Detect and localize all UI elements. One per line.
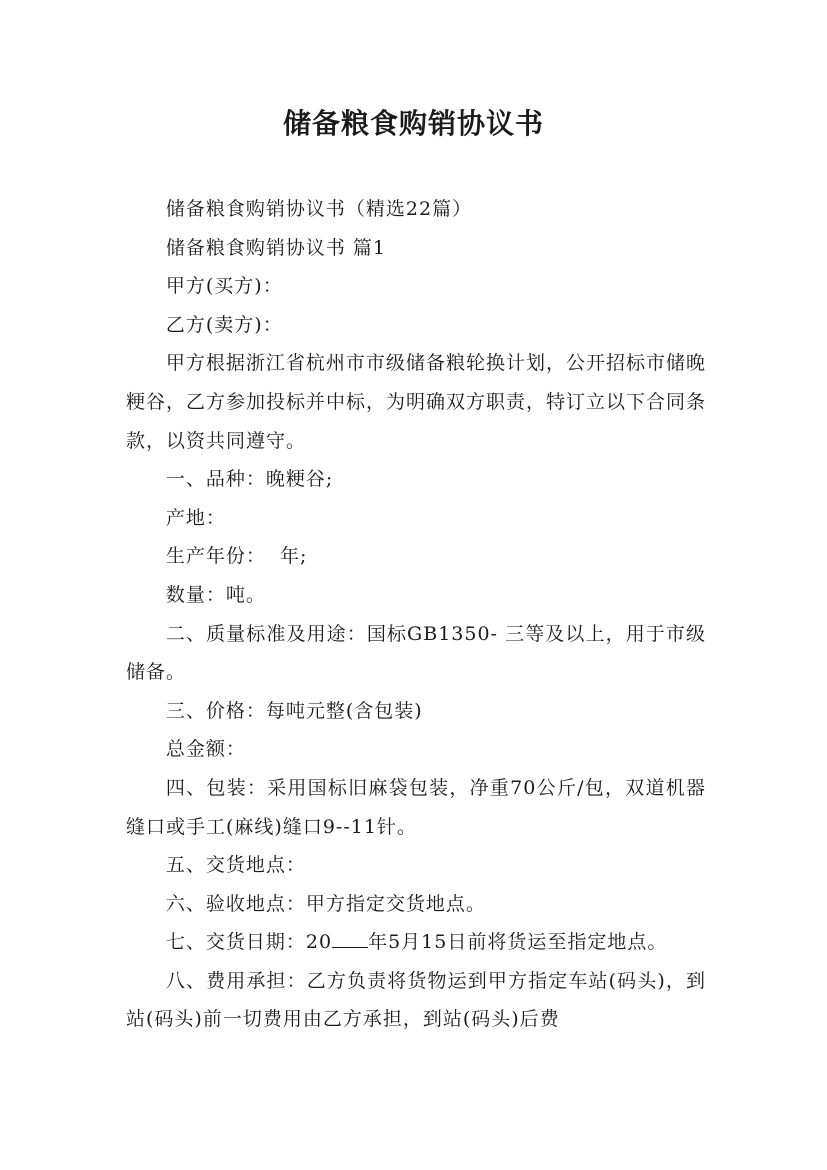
paragraph-delivery-date <box>126 923 706 962</box>
document-body <box>126 190 706 1039</box>
paragraph-quality-standard: 二、质量标准及用途：国标GB1350- 三等及以上，用于市级储备。 <box>126 622 706 684</box>
delivery-date-suffix: 年5月15日前将货运至指定地点。 <box>368 931 668 954</box>
paragraph-preamble: 甲方根据浙江省杭州市市级储备粮轮换计划，公开招标市储晚粳谷，乙方参加投标并中标，为明确双方职责，特订立以下合同条款，以资共同遵守。 <box>126 352 707 452</box>
paragraph-packaging: 四、包装：采用国标旧麻袋包装，净重70公斤/包，双道机器缝口或手工(麻线)缝口9--11针。 <box>126 776 706 838</box>
paragraph-price: 三、价格：每吨元整(含包装) <box>165 699 423 722</box>
paragraph-quantity: 数量：吨。 <box>165 583 266 606</box>
paragraph-variety: 一、品种：晚粳谷; <box>165 468 334 491</box>
paragraph-cost-allocation: 八、费用承担：乙方负责将货物运到甲方指定车站(码头)，到站(码头)前一切费用由乙方承担，到站(码头)后费 <box>126 969 706 1031</box>
blank-underline <box>332 929 368 948</box>
paragraph-subtitle: 储备粮食购销协议书（精选22篇） <box>165 198 473 220</box>
paragraph-party-a: 甲方(买方)： <box>165 275 283 298</box>
document-title: 储备粮食购销协议书 <box>282 107 544 140</box>
paragraph-party-b: 乙方(卖方)： <box>165 313 283 336</box>
paragraph-inspection-location: 六、验收地点：甲方指定交货地点。 <box>165 892 486 915</box>
paragraph-origin: 产地： <box>165 506 226 529</box>
paragraph-section-heading: 储备粮食购销协议书 篇1 <box>165 236 387 259</box>
delivery-date-prefix: 七、交货日期：20 <box>165 931 333 954</box>
paragraph-delivery-location: 五、交货地点： <box>165 854 306 877</box>
paragraph-production-year: 生产年份： 年; <box>165 545 308 568</box>
paragraph-total-amount: 总金额： <box>165 738 246 761</box>
